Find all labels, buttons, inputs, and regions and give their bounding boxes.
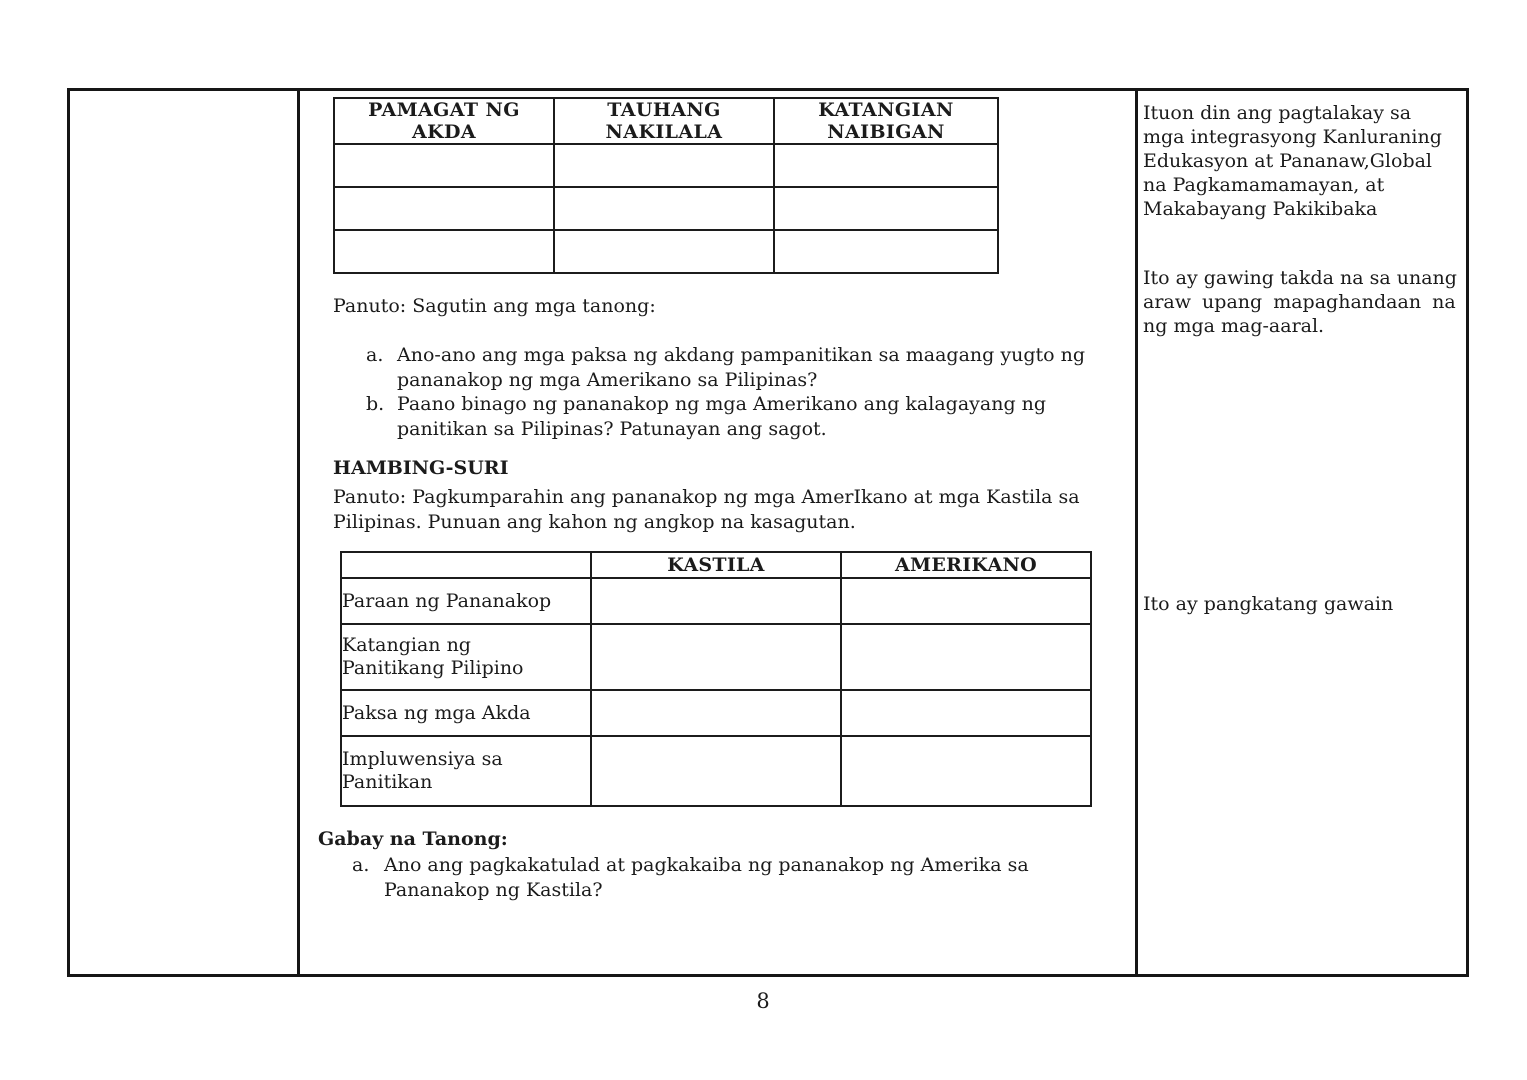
activity-table-header-row	[334, 98, 998, 144]
activity-table-empty-cell	[334, 144, 554, 187]
header-line: KATANGIAN	[818, 99, 954, 121]
comparison-table	[340, 551, 1092, 807]
activity-table-empty-cell	[334, 187, 554, 230]
note2-line2: araw upang mapaghandaan na	[1143, 291, 1456, 313]
activity-table	[333, 97, 999, 274]
activity-table-empty-row	[334, 230, 998, 273]
comparison-empty-cell	[591, 690, 841, 736]
question-b-marker: b.	[366, 393, 385, 415]
row-label-line: Katangian ng	[342, 634, 471, 656]
comparison-empty-cell	[841, 736, 1091, 806]
comparison-empty-cell	[591, 736, 841, 806]
note2-line3: ng mga mag-aaral.	[1143, 315, 1325, 337]
question-b-line1: Paano binago ng pananakop ng mga Amerikano ang kalagayang ng	[397, 393, 1047, 415]
hambing-suri-panuto-line1: Panuto: Pagkumparahin ang pananakop ng mga AmerIkano at mga Kastila sa	[333, 486, 1080, 508]
activity-table-empty-cell	[774, 187, 998, 230]
comparison-empty-cell	[841, 690, 1091, 736]
comparison-row-label	[341, 624, 591, 690]
comparison-table-header-row	[341, 552, 1091, 578]
note1-line5: Makabayang Pakikibaka	[1143, 198, 1378, 220]
question-a-marker: a.	[366, 344, 384, 366]
activity-table-header-tauhang	[554, 98, 774, 144]
comparison-empty-cell	[841, 624, 1091, 690]
gabay-question-marker: a.	[352, 854, 370, 876]
comparison-table-row	[341, 690, 1091, 736]
row-label-line: Panitikan	[342, 771, 433, 793]
comparison-row-label	[341, 578, 591, 624]
note1-line4: na Pagkamamamayan, at	[1143, 174, 1385, 196]
note2-line1: Ito ay gawing takda na sa unang	[1143, 267, 1457, 289]
header-line: AKDA	[411, 121, 477, 143]
hambing-suri-panuto-line2: Pilipinas. Punuan ang kahon ng angkop na kasagutan.	[333, 511, 856, 533]
header-line: PAMAGAT NG	[368, 99, 520, 121]
page-number: 8	[756, 989, 770, 1013]
comparison-empty-cell	[591, 624, 841, 690]
activity-table-empty-row	[334, 144, 998, 187]
row-label-line: Paksa ng mga Akda	[342, 701, 531, 724]
comparison-empty-cell	[591, 578, 841, 624]
note1-line1: Ituon din ang pagtalakay sa	[1143, 102, 1412, 124]
comparison-empty-cell	[841, 578, 1091, 624]
note1-line2: mga integrasyong Kanluraning	[1143, 126, 1442, 148]
gabay-question-line2: Pananakop ng Kastila?	[384, 879, 603, 901]
header-line: TAUHANG	[607, 99, 721, 121]
row-label-line: Impluwensiya sa	[342, 748, 503, 770]
row-label-line: Paraan ng Pananakop	[342, 589, 552, 612]
panuto-sagutin-text: Panuto: Sagutin ang mga tanong:	[333, 295, 656, 317]
column-divider-right	[1135, 88, 1138, 977]
activity-table-header-katangian	[774, 98, 998, 144]
activity-table-header-pamagat	[334, 98, 554, 144]
comparison-row-label	[341, 736, 591, 806]
activity-table-empty-cell	[554, 230, 774, 273]
question-a-line1: Ano-ano ang mga paksa ng akdang pampanitikan sa maagang yugto ng	[397, 344, 1086, 366]
gabay-question-line1: Ano ang pagkakatulad at pagkakaiba ng pananakop ng Amerika sa	[384, 854, 1029, 876]
comparison-table-header-amerikano: AMERIKANO	[841, 552, 1091, 578]
activity-table-empty-cell	[774, 144, 998, 187]
note3-text: Ito ay pangkatang gawain	[1143, 593, 1394, 615]
activity-table-empty-row	[334, 187, 998, 230]
activity-table-empty-cell	[774, 230, 998, 273]
comparison-row-label	[341, 690, 591, 736]
activity-table-empty-cell	[334, 230, 554, 273]
activity-table-empty-cell	[554, 187, 774, 230]
note1-line3: Edukasyon at Pananaw,Global	[1143, 150, 1433, 172]
comparison-table-row	[341, 736, 1091, 806]
column-divider-left	[297, 88, 300, 977]
comparison-table-header-kastila: KASTILA	[591, 552, 841, 578]
gabay-title: Gabay na Tanong:	[318, 828, 508, 850]
header-line: NAKILALA	[605, 121, 723, 143]
row-label-line: Panitikang Pilipino	[342, 657, 524, 679]
comparison-table-row	[341, 578, 1091, 624]
question-b-line2: panitikan sa Pilipinas? Patunayan ang sagot.	[397, 418, 827, 440]
question-a-line2: pananakop ng mga Amerikano sa Pilipinas?	[397, 369, 818, 391]
comparison-table-row	[341, 624, 1091, 690]
comparison-table-header-blank	[341, 552, 591, 578]
header-line: NAIBIGAN	[827, 121, 945, 143]
hambing-suri-title: HAMBING-SURI	[333, 457, 509, 479]
activity-table-empty-cell	[554, 144, 774, 187]
